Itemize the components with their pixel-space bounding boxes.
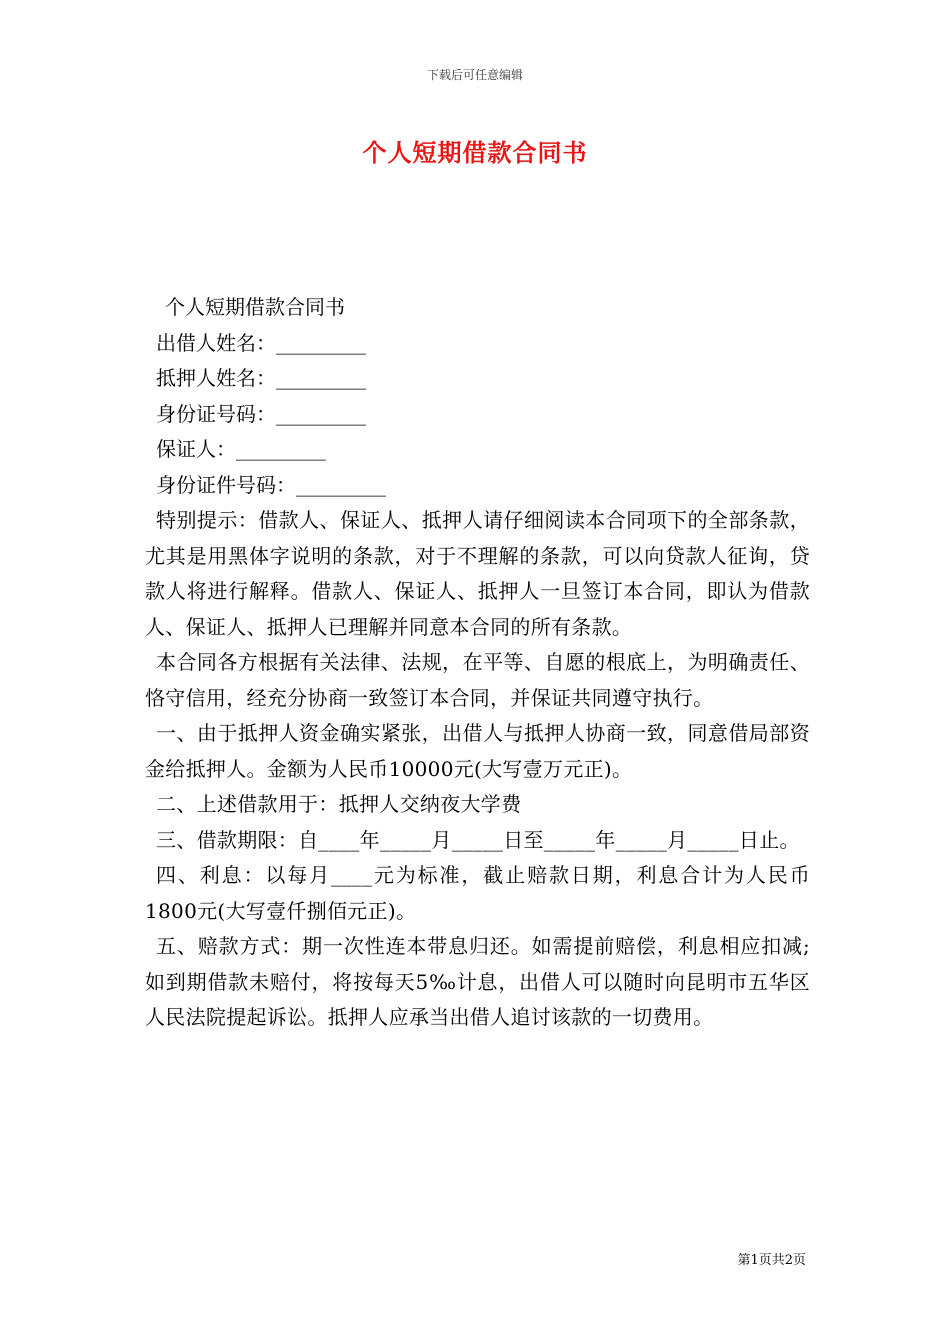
document-title: 个人短期借款合同书 <box>362 138 588 167</box>
clause-1-loan-amount: 一、由于抵押人资金确实紧张，出借人与抵押人协商一致，同意借局部资金给抵押人。金额为人民币10000元(大写壹万元正)。 <box>145 721 810 781</box>
paragraph-special-notice: 特别提示：借款人、保证人、抵押人请仔细阅读本合同项下的全部条款，尤其是用黑体字说明的条款，对于不理解的条款，可以向贷款人征询，贷款人将进行解释。借款人、保证人、抵押人一旦签订本合同，即认为借款人、保证人、抵押人已理解并同意本合同的所有条款。 <box>145 508 810 639</box>
clause-5-repayment: 五、赔款方式：期一次性连本带息归还。如需提前赔偿，利息相应扣减;如到期借款未赔付，将按每天5‰计息，出借人可以随时向昆明市五华区人民法院提起诉讼。抵押人应承当出借人追讨该款的一切费用。 <box>145 934 810 1029</box>
clause-2-loan-purpose: 二、上述借款用于：抵押人交纳夜大学费 <box>156 792 522 816</box>
header-note: 下载后可任意编辑 <box>426 68 523 82</box>
clause-3-loan-term: 三、借款期限：自____年_____月_____日至_____年_____月_____日止。 <box>156 827 800 852</box>
paragraph-preamble: 本合同各方根据有关法律、法规，在平等、自愿的根底上，为明确责任、恪守信用，经充分协商一致签订本合同，并保证共同遵守执行。 <box>145 650 810 710</box>
field-mortgagor-name: 抵押人姓名：_________ <box>156 366 366 390</box>
field-lender-name: 出借人姓名：_________ <box>156 330 366 355</box>
clause-4-interest: 四、利息：以每月____元为标准，截止赔款日期，利息合计为人民币1800元(大写壹仟捌佰元正)。 <box>145 863 810 923</box>
field-id-document-number: 身份证件号码：_________ <box>156 472 386 497</box>
field-guarantor: 保证人：_________ <box>156 437 326 461</box>
body-subtitle: 个人短期借款合同书 <box>165 295 345 319</box>
field-id-number: 身份证号码：_________ <box>156 401 366 426</box>
document-body <box>145 290 810 1036</box>
page-number: 第1页共2页 <box>737 1253 806 1268</box>
